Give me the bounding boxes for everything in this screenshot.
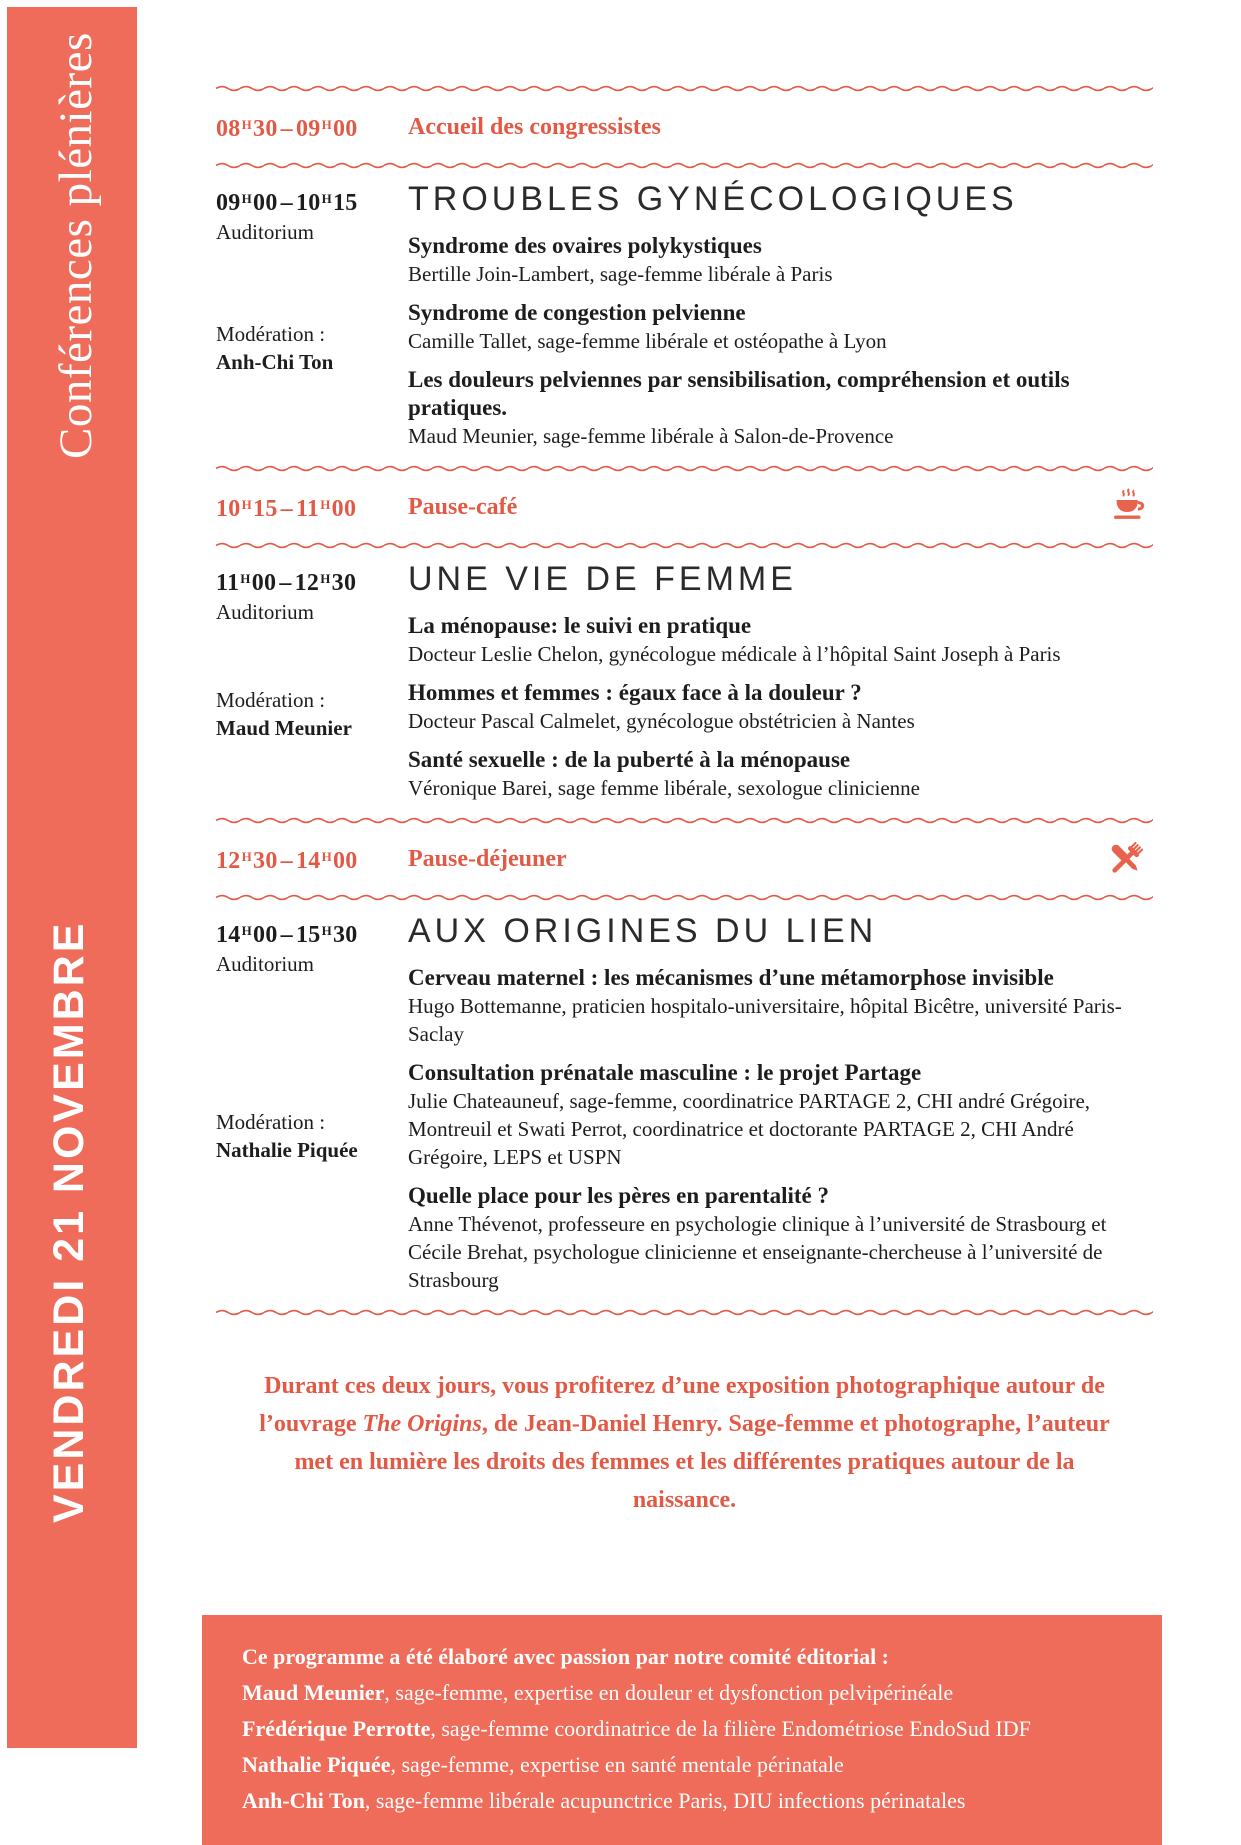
wavy-divider bbox=[216, 816, 1153, 825]
session-aux-origines-du-lien bbox=[216, 902, 1153, 1308]
member-desc: , sage-femme, expertise en santé mentale périnatale bbox=[390, 1752, 844, 1777]
moderation-label: Modération : bbox=[216, 322, 326, 346]
time-range: $14^H00 - 15^H30$ bbox=[216, 922, 358, 948]
talk-title: Syndrome de congestion pelvienne bbox=[408, 300, 746, 325]
committee-member bbox=[242, 1675, 1122, 1711]
moderation bbox=[216, 320, 408, 376]
session-title: TROUBLES GYNÉCOLOGIQUES bbox=[408, 180, 1018, 218]
committee-intro: Ce programme a été élaboré avec passion par notre comité éditorial : bbox=[242, 1644, 890, 1669]
session-body bbox=[408, 558, 1153, 802]
session-venue: Auditorium bbox=[216, 220, 314, 244]
expo-text: , de Jean-Daniel Henry. Sage-femme et photographe, l’auteur met en lumière les droits des femmes et les différentes pratiques autour de la naissance. bbox=[294, 1411, 1110, 1513]
session-body bbox=[408, 910, 1153, 1294]
talk-title: Syndrome des ovaires polykystiques bbox=[408, 233, 762, 258]
committee-member bbox=[242, 1711, 1122, 1747]
talk bbox=[408, 746, 1153, 802]
talk-speakers: Docteur Leslie Chelon, gynécologue médicale à l’hôpital Saint Joseph à Paris bbox=[408, 642, 1061, 666]
member-name: Frédérique Perrotte bbox=[242, 1716, 431, 1741]
wavy-divider bbox=[216, 464, 1153, 473]
wavy-divider bbox=[216, 541, 1153, 550]
time-range: $10^H15 - 11^H00$ bbox=[216, 496, 357, 522]
session-title: AUX ORIGINES DU LIEN bbox=[408, 912, 878, 950]
session-venue: Auditorium bbox=[216, 952, 314, 976]
program-content bbox=[216, 0, 1153, 1845]
moderation-label: Modération : bbox=[216, 1110, 326, 1134]
break-row-accueil bbox=[216, 93, 1153, 161]
talk bbox=[408, 232, 1153, 288]
coffee-icon bbox=[1109, 488, 1149, 526]
session-meta bbox=[216, 910, 408, 1294]
talk-speakers: Bertille Join-Lambert, sage-femme libérale à Paris bbox=[408, 262, 833, 286]
talk-speakers: Julie Chateauneuf, sage-femme, coordinatrice PARTAGE 2, CHI andré Grégoire, Montreuil et Swati Perrot, coordinatrice et doctorante PARTAGE 2, CHI André Grégoire, LEPS et USPN bbox=[408, 1089, 1091, 1169]
talk bbox=[408, 612, 1153, 668]
wavy-divider bbox=[216, 893, 1153, 902]
sidebar-band bbox=[7, 7, 137, 1748]
expo-text: Durant ces deux jours, vous profiterez d’une exposition photographique autour de l’ouvrage bbox=[259, 1373, 1105, 1437]
talk-speakers: Anne Thévenot, professeure en psychologie clinique à l’université de Strasbourg et Cécile Brehat, psychologue clinicienne et enseignante-chercheuse à l’université de Strasbourg bbox=[408, 1212, 1107, 1292]
sidebar-track-title: Conférences plénières bbox=[50, 32, 102, 459]
talk bbox=[408, 1059, 1153, 1171]
member-name: Nathalie Piquée bbox=[242, 1752, 391, 1777]
session-meta bbox=[216, 558, 408, 802]
wavy-divider bbox=[216, 1308, 1153, 1317]
moderator-name: Nathalie Piquée bbox=[216, 1138, 358, 1162]
talk-speakers: Véronique Barei, sage femme libérale, sexologue clinicienne bbox=[408, 776, 920, 800]
talk-speakers: Hugo Bottemanne, praticien hospitalo-universitaire, hôpital Bicêtre, université Paris-Saclay bbox=[408, 994, 1122, 1046]
member-name: Anh-Chi Ton bbox=[242, 1788, 365, 1813]
member-desc: , sage-femme libérale acupunctrice Paris, DIU infections périnatales bbox=[364, 1788, 966, 1813]
member-desc: , sage-femme, expertise en douleur et dysfonction pelvipérinéale bbox=[384, 1680, 954, 1705]
session-une-vie-de-femme bbox=[216, 550, 1153, 816]
talk-title: Consultation prénatale masculine : le projet Partage bbox=[408, 1060, 922, 1085]
break-row-pause-cafe bbox=[216, 473, 1153, 541]
talk-speakers: Docteur Pascal Calmelet, gynécologue obstétricien à Nantes bbox=[408, 709, 915, 733]
break-label: Pause-café bbox=[408, 494, 518, 520]
moderator-name: Maud Meunier bbox=[216, 716, 352, 740]
member-desc: , sage-femme coordinatrice de la filière Endométriose EndoSud IDF bbox=[430, 1716, 1031, 1741]
moderation bbox=[216, 686, 408, 742]
talk-title: Les douleurs pelviennes par sensibilisation, compréhension et outils pratiques. bbox=[408, 367, 1070, 420]
talk-speakers: Camille Tallet, sage-femme libérale et ostéopathe à Lyon bbox=[408, 329, 887, 353]
sidebar-date: VENDREDI 21 NOVEMBRE bbox=[45, 920, 93, 1523]
talk-speakers: Maud Meunier, sage-femme libérale à Salon-de-Provence bbox=[408, 424, 894, 448]
time-range: $12^H30 - 14^H00$ bbox=[216, 848, 358, 874]
talk-title: Santé sexuelle : de la puberté à la ménopause bbox=[408, 747, 851, 772]
talk bbox=[408, 1182, 1153, 1294]
session-venue: Auditorium bbox=[216, 600, 314, 624]
time-range: $08^H30 - 09^H00$ bbox=[216, 116, 358, 142]
talk-title: Cerveau maternel : les mécanismes d’une métamorphose invisible bbox=[408, 965, 1054, 990]
session-title: UNE VIE DE FEMME bbox=[408, 560, 797, 598]
member-name: Maud Meunier bbox=[242, 1680, 385, 1705]
session-meta bbox=[216, 178, 408, 450]
break-label: Accueil des congressistes bbox=[408, 114, 661, 140]
talk-title: La ménopause: le suivi en pratique bbox=[408, 613, 752, 638]
session-body bbox=[408, 178, 1153, 450]
session-troubles-gynecologiques bbox=[216, 170, 1153, 464]
committee-member bbox=[242, 1783, 1122, 1819]
expo-book-title: The Origins bbox=[362, 1411, 482, 1437]
time-range: $11^H00 - 12^H30$ bbox=[216, 570, 357, 596]
moderation-label: Modération : bbox=[216, 688, 326, 712]
talk bbox=[408, 366, 1153, 450]
time-range: $09^H00 - 10^H15$ bbox=[216, 190, 358, 216]
break-row-pause-dejeuner bbox=[216, 825, 1153, 893]
break-label: Pause-déjeuner bbox=[408, 846, 567, 872]
moderation bbox=[216, 1108, 408, 1164]
talk-title: Quelle place pour les pères en parentalité ? bbox=[408, 1183, 829, 1208]
committee-member bbox=[242, 1747, 1122, 1783]
expo-paragraph bbox=[245, 1367, 1125, 1519]
talk-title: Hommes et femmes : égaux face à la douleur ? bbox=[408, 680, 862, 705]
talk bbox=[408, 964, 1153, 1048]
talk bbox=[408, 679, 1153, 735]
wavy-divider bbox=[216, 161, 1153, 170]
wavy-divider bbox=[216, 84, 1153, 93]
moderator-name: Anh-Chi Ton bbox=[216, 350, 334, 374]
cutlery-icon bbox=[1103, 837, 1149, 881]
committee-box bbox=[202, 1615, 1162, 1845]
talk bbox=[408, 299, 1153, 355]
